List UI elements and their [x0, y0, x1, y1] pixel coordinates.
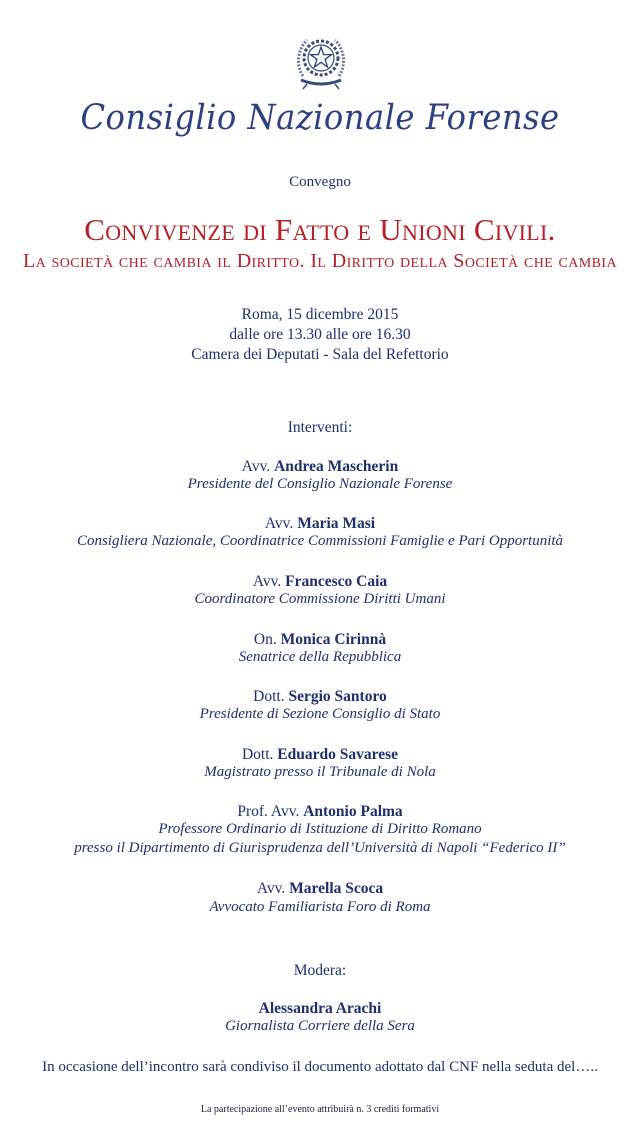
event-time: dalle ore 13.30 alle ore 16.30	[229, 326, 411, 343]
speaker-name-line	[0, 515, 640, 533]
institution-name: Consiglio Nazionale Forense	[80, 98, 560, 138]
speaker-title: Avv.	[241, 458, 271, 475]
speaker-name: Monica Cirinnà	[280, 631, 387, 648]
speaker-name: Antonio Palma	[303, 803, 403, 820]
speaker-name-line	[0, 803, 640, 821]
speaker-role: Senatrice della Repubblica	[238, 649, 402, 665]
footer-note: In occasione dell’incontro sarà condiviso il documento adottato dal CNF nella seduta del…..	[42, 1059, 598, 1075]
speaker-title: Dott.	[253, 688, 285, 705]
speaker-role: Consigliera Nazionale, Coordinatrice Commissioni Famiglie e Pari Opportunità	[76, 533, 564, 549]
speaker-title: On.	[253, 631, 277, 648]
speaker-name-line	[0, 746, 640, 764]
moderator-role: Giornalista Corriere della Sera	[225, 1018, 415, 1034]
speaker-role: Presidente di Sezione Consiglio di Stato	[199, 706, 441, 722]
speaker-role: Avvocato Familiarista Foro di Roma	[209, 899, 431, 915]
event-subtitle: La società che cambia il Diritto. Il Diritto della Società che cambia	[23, 250, 617, 272]
speakers-heading: Interventi:	[287, 419, 353, 436]
speaker-name-line	[0, 573, 640, 591]
speaker-name: Maria Masi	[297, 515, 376, 532]
speaker-name-line	[0, 631, 640, 649]
event-title: Convivenze di Fatto e Unioni Civili.	[84, 212, 556, 247]
italian-republic-emblem-icon	[293, 30, 349, 92]
speaker-role: Presidente del Consiglio Nazionale Forense	[187, 476, 453, 492]
speaker-name: Sergio Santoro	[288, 688, 387, 705]
moderator-heading: Modera:	[293, 962, 347, 979]
speaker-title: Avv.	[264, 515, 294, 532]
speaker-role: Magistrato presso il Tribunale di Nola	[204, 764, 436, 780]
speaker-role: Professore Ordinario di Istituzione di Diritto Romano	[158, 821, 482, 837]
speaker-name: Marella Scoca	[289, 880, 384, 897]
speaker-role: Coordinatore Commissione Diritti Umani	[194, 591, 446, 607]
speaker-name-line	[0, 880, 640, 898]
speaker-name: Francesco Caia	[285, 573, 388, 590]
event-kind: Convegno	[289, 174, 351, 190]
speaker-title: Avv.	[256, 880, 286, 897]
speaker-name: Andrea Mascherin	[274, 458, 399, 475]
speaker-title: Dott.	[241, 746, 274, 763]
speaker-title: Avv.	[252, 573, 282, 590]
event-date: Roma, 15 dicembre 2015	[241, 306, 399, 323]
credits-note: La partecipazione all’evento attribuirà n. 3 crediti formativi	[200, 1104, 440, 1115]
event-venue: Camera dei Deputati - Sala del Refettorio	[191, 346, 449, 363]
speaker-role-continued: presso il Dipartimento di Giurisprudenza dell’Università di Napoli “Federico II”	[74, 840, 566, 856]
moderator-name: Alessandra Arachi	[258, 1000, 382, 1017]
speaker-name-line	[0, 458, 640, 476]
speaker-name-line	[0, 688, 640, 706]
speaker-name: Eduardo Savarese	[277, 746, 399, 763]
speaker-title: Prof. Avv.	[237, 803, 300, 820]
